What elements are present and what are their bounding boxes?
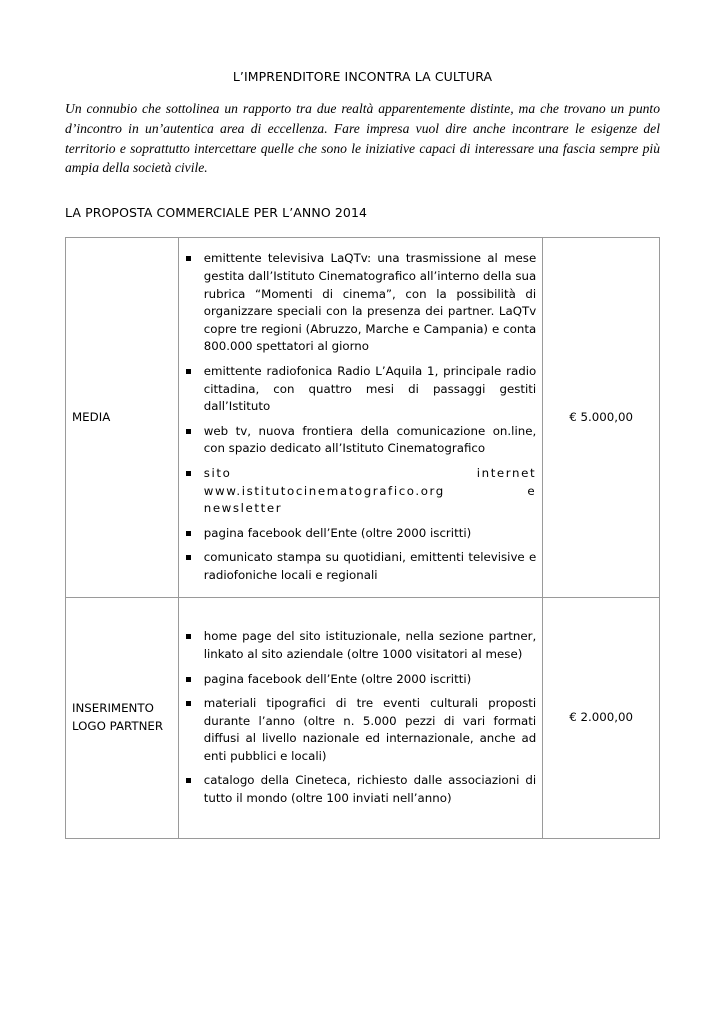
square-bullet-icon <box>186 701 191 706</box>
offer-item: emittente radiofonica Radio L’Aquila 1, principale radio cittadina, con quattro mesi di passaggi gestiti dall’Istituto <box>183 363 536 416</box>
square-bullet-icon <box>186 256 191 261</box>
offer-price <box>543 598 660 839</box>
intro-paragraph: Un connubio che sottolinea un rapporto tra due realtà apparentemente distinte, ma che trovano un punto d’incontro in un’autentica area di eccellenza. Fare impresa vuol dire anche incontrare le esigenze del territorio e soprattutto intercettare quelle che sono le iniziative capaci di interessare una fascia sempre più ampia della società civile. <box>65 101 660 176</box>
offer-item: materiali tipografici di tre eventi culturali proposti durante l’anno (oltre n. 5.000 pezzi di vari formati diffusi al livello nazionale ed internazionale, anche ad enti pubblici e locali) <box>183 695 536 765</box>
offer-category <box>66 238 179 598</box>
offer-item-list <box>179 628 542 807</box>
offer-price-value: € 2.000,00 <box>569 710 633 725</box>
offer-item: pagina facebook dell’Ente (oltre 2000 iscritti) <box>183 671 536 689</box>
offer-price <box>543 238 660 598</box>
square-bullet-icon <box>186 677 191 682</box>
offer-item: web tv, nuova frontiera della comunicazione on.line, con spazio dedicato all’Istituto Cinematografico <box>183 423 536 458</box>
square-bullet-icon <box>186 555 191 560</box>
square-bullet-icon <box>186 634 191 639</box>
offer-item: comunicato stampa su quotidiani, emittenti televisive e radiofoniche locali e regionali <box>183 549 536 584</box>
square-bullet-icon <box>186 778 191 783</box>
offer-description <box>178 238 542 598</box>
square-bullet-icon <box>186 429 191 434</box>
offer-row-media <box>66 238 660 598</box>
document-title: L’IMPRENDITORE INCONTRA LA CULTURA <box>232 69 493 84</box>
square-bullet-icon <box>186 369 191 374</box>
offer-item: sito internet www.istitutocinematografico.org e newsletter <box>183 465 536 518</box>
offer-description <box>178 598 542 839</box>
offer-item: home page del sito istituzionale, nella sezione partner, linkato al sito aziendale (oltre 1000 visitatori al mese) <box>183 628 536 663</box>
offer-item: pagina facebook dell’Ente (oltre 2000 iscritti) <box>183 525 536 543</box>
offer-item: emittente televisiva LaQTv: una trasmissione al mese gestita dall’Istituto Cinematografico all’interno della sua rubrica “Momenti di cinema”, con la possibilità di organizzare speciali con la presenza dei partner. LaQTv copre tre regioni (Abruzzo, Marche e Campania) e conta 800.000 spettatori al giorno <box>183 250 536 356</box>
offer-item: catalogo della Cineteca, richiesto dalle associazioni di tutto il mondo (oltre 100 inviati nell’anno) <box>183 772 536 807</box>
square-bullet-icon <box>186 531 191 536</box>
offer-item-list <box>179 250 542 584</box>
square-bullet-icon <box>186 471 191 476</box>
offer-category <box>66 598 179 839</box>
offer-category-label: INSERIMENTO LOGO PARTNER <box>72 701 164 733</box>
commercial-offer-table <box>65 237 660 839</box>
offer-price-value: € 5.000,00 <box>569 409 633 424</box>
offer-row-logo-partner <box>66 598 660 839</box>
offer-category-label: MEDIA <box>72 409 111 424</box>
section-title: LA PROPOSTA COMMERCIALE PER L’ANNO 2014 <box>65 205 368 220</box>
